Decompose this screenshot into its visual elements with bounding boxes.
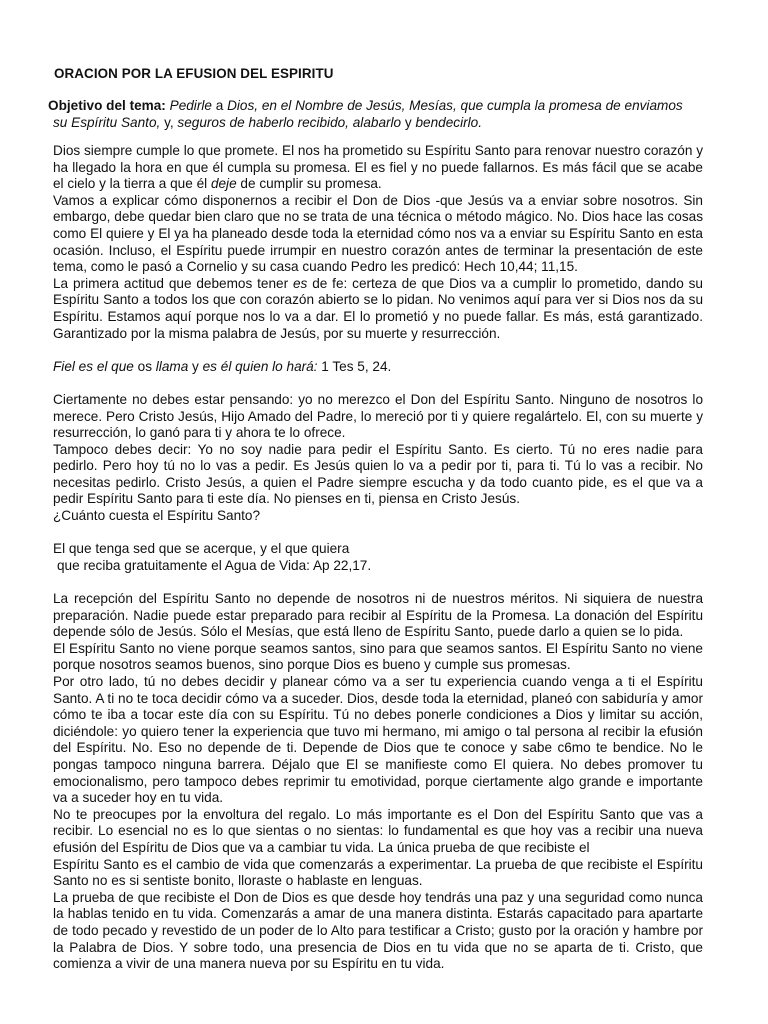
objective-text-5: y, <box>160 115 178 130</box>
paragraph-6: ¿Cuánto cuesta el Espíritu Santo? <box>53 508 261 524</box>
objective-text-2: a <box>211 98 228 113</box>
paragraph-1: Dios siempre cumple lo que promete. El nos ha prometido su Espíritu Santo para renovar nuestro corazón y ha llegado la hora en que él cumpla su promesa. El es fiel y no puede fallarnos. Es más fácil que se acabe el cielo y la tierra a que él deje de cumplir su promesa. <box>53 143 703 192</box>
objective-text-8: bendecirlo. <box>415 115 482 130</box>
objective-text-7: y <box>401 115 416 130</box>
objective-text-6: seguros de haberlo recibido, alabarlo <box>177 115 402 130</box>
document-title: ORACION POR LA EFUSION DEL ESPIRITU <box>54 66 334 81</box>
paragraph-12: La prueba de que recibiste el Don de Dios es que desde hoy tendrás una paz y una seguridad como nunca la hablas tenido en tu vida. Comenzarás a amar de una manera distinta. Estarás capacitado para apartarte de todo pecado y revestido de un poder de lo Alto para testificar a Cristo; gusto por la oración y hambre por la Palabra de Dios. Y sobre todo, una presencia de Dios en tu vida que no se aparta de ti. Cristo, que comienza a vivir de una manera nueva por su Espíritu en tu vida. <box>53 889 703 972</box>
paragraph-9: Por otro lado, tú no debes decidir y planear cómo va a ser tu experiencia cuando venga a ti el Espíritu Santo. A ti no te toca decidir cómo va a suceder. Dios, desde toda la eternidad, planeó con sabiduría y amor cómo te iba a tocar este día con su Espíritu. Tú no debes ponerle condiciones a Dios y limitar su acción, diciéndole: yo quiero tener la experiencia que tuvo mi hermano, mi amigo o tal persona al recibir la efusión del Espíritu. No. Eso no depende de ti. Depende de Dios que te conoce y sabe c6mo te bendice. No le pongas tampoco ninguna barrera. Déjalo que El se manifieste como El quiera. No debes promover tu emocionalismo, pero tampoco debes reprimir tu emotividad, porque ciertamente algo grande e importante va a suceder hoy en tu vida. <box>53 674 703 806</box>
paragraph-8: El Espíritu Santo no viene porque seamos santos, sino para que seamos santos. El Espíritu Santo no viene porque nosotros seamos buenos, sino porque Dios es bueno y cumple sus promesas. <box>53 640 703 673</box>
objective-label: Objetivo del tema: <box>48 98 166 113</box>
objective-section <box>48 97 720 131</box>
objective-text-3: Dios, en el Nombre de Jesús, Mesías, que cumpla la promesa de enviamos <box>227 98 683 113</box>
paragraph-11: Espíritu Santo es el cambio de vida que comenzarás a experimentar. La prueba de que recibiste el Espíritu Santo no es si sentiste bonito, lloraste o hablaste en lenguas. <box>53 856 703 889</box>
paragraph-2: Vamos a explicar cómo disponernos a recibir el Don de Dios -que Jesús va a enviar sobre nosotros. Sin embargo, debe quedar bien claro que no se trata de una técnica o método mágico. No. Dios hace las cosas como El quiere y El ya ha planeado desde toda la eternidad cómo nos va a enviar su Espíritu Santo en esta ocasión. Incluso, el Espíritu puede irrumpir en nuestro corazón antes de terminar la presentación de este tema, como le pasó a Cornelio y su casa cuando Pedro les predicó: Hech 10,44; 11,15. <box>53 192 703 275</box>
paragraph-3: La primera actitud que debemos tener es de fe: certeza de que Dios va a cumplir lo prometido, dando su Espíritu Santo a todos los que con corazón abierto se lo pidan. No venimos aquí para ver si Dios nos da su Espíritu. Estamos aquí porque nos lo va a dar. El lo prometió y no puede fallar. Es más, está garantizado. Garantizado por la misma palabra de Jesús, por su muerte y resurrección. <box>53 275 703 341</box>
objective-text-4: su Espíritu Santo, <box>53 115 161 130</box>
emphasis-es: es <box>292 275 308 291</box>
quote-2-line-2: que reciba gratuitamente el Agua de Vida: Ap 22,17. <box>57 557 372 573</box>
paragraph-7: La recepción del Espíritu Santo no depende de nosotros ni de nuestros méritos. Ni siquiera de nuestra preparación. Nadie puede estar preparado para recibir al Espíritu de la Promesa. La donación del Espíritu depende sólo de Jesús. Sólo el Mesías, que está lleno de Espíritu Santo, puede darlo a quien se lo pida. <box>53 591 703 640</box>
emphasis-deje: deje <box>210 176 237 192</box>
document-body <box>53 143 703 973</box>
quote-2-line-1: El que tenga sed que se acerque, y el que quiera <box>53 541 350 557</box>
objective-text-1: Pedirle <box>169 98 212 113</box>
paragraph-5: Tampoco debes decir: Yo no soy nadie para pedir el Espíritu Santo. Es cierto. Tú no eres nadie para pedirlo. Pero hoy tú no lo vas a pedir. Es Jesús quien lo va a pedir por ti, para ti. Tú lo vas a recibir. No necesitas pedirlo. Cristo Jesús, a quien el Padre siempre escucha y da todo cuanto pide, es el que va a pedir Espíritu Santo para ti este día. No pienses en ti, piensa en Cristo Jesús. <box>53 441 703 507</box>
paragraph-4: Ciertamente no debes estar pensando: yo no merezco el Don del Espíritu Santo. Ninguno de nosotros lo merece. Pero Cristo Jesús, Hijo Amado del Padre, lo mereció por ti y quiere regalártelo. El, con su muerte y resurrección, lo ganó para ti y ahora te lo ofrece. <box>53 391 703 441</box>
quote-1: Fiel es el que os llama y es él quien lo hará: 1 Tes 5, 24. <box>53 358 392 374</box>
paragraph-10: No te preocupes por la envoltura del regalo. Lo más importante es el Don del Espíritu Santo que vas a recibir. Lo esencial no es lo que sientas o no sientas: lo fundamental es que hoy vas a recibir una nueva efusión del Espíritu de Dios que va a cambiar tu vida. La única prueba de que recibiste el <box>53 806 703 855</box>
